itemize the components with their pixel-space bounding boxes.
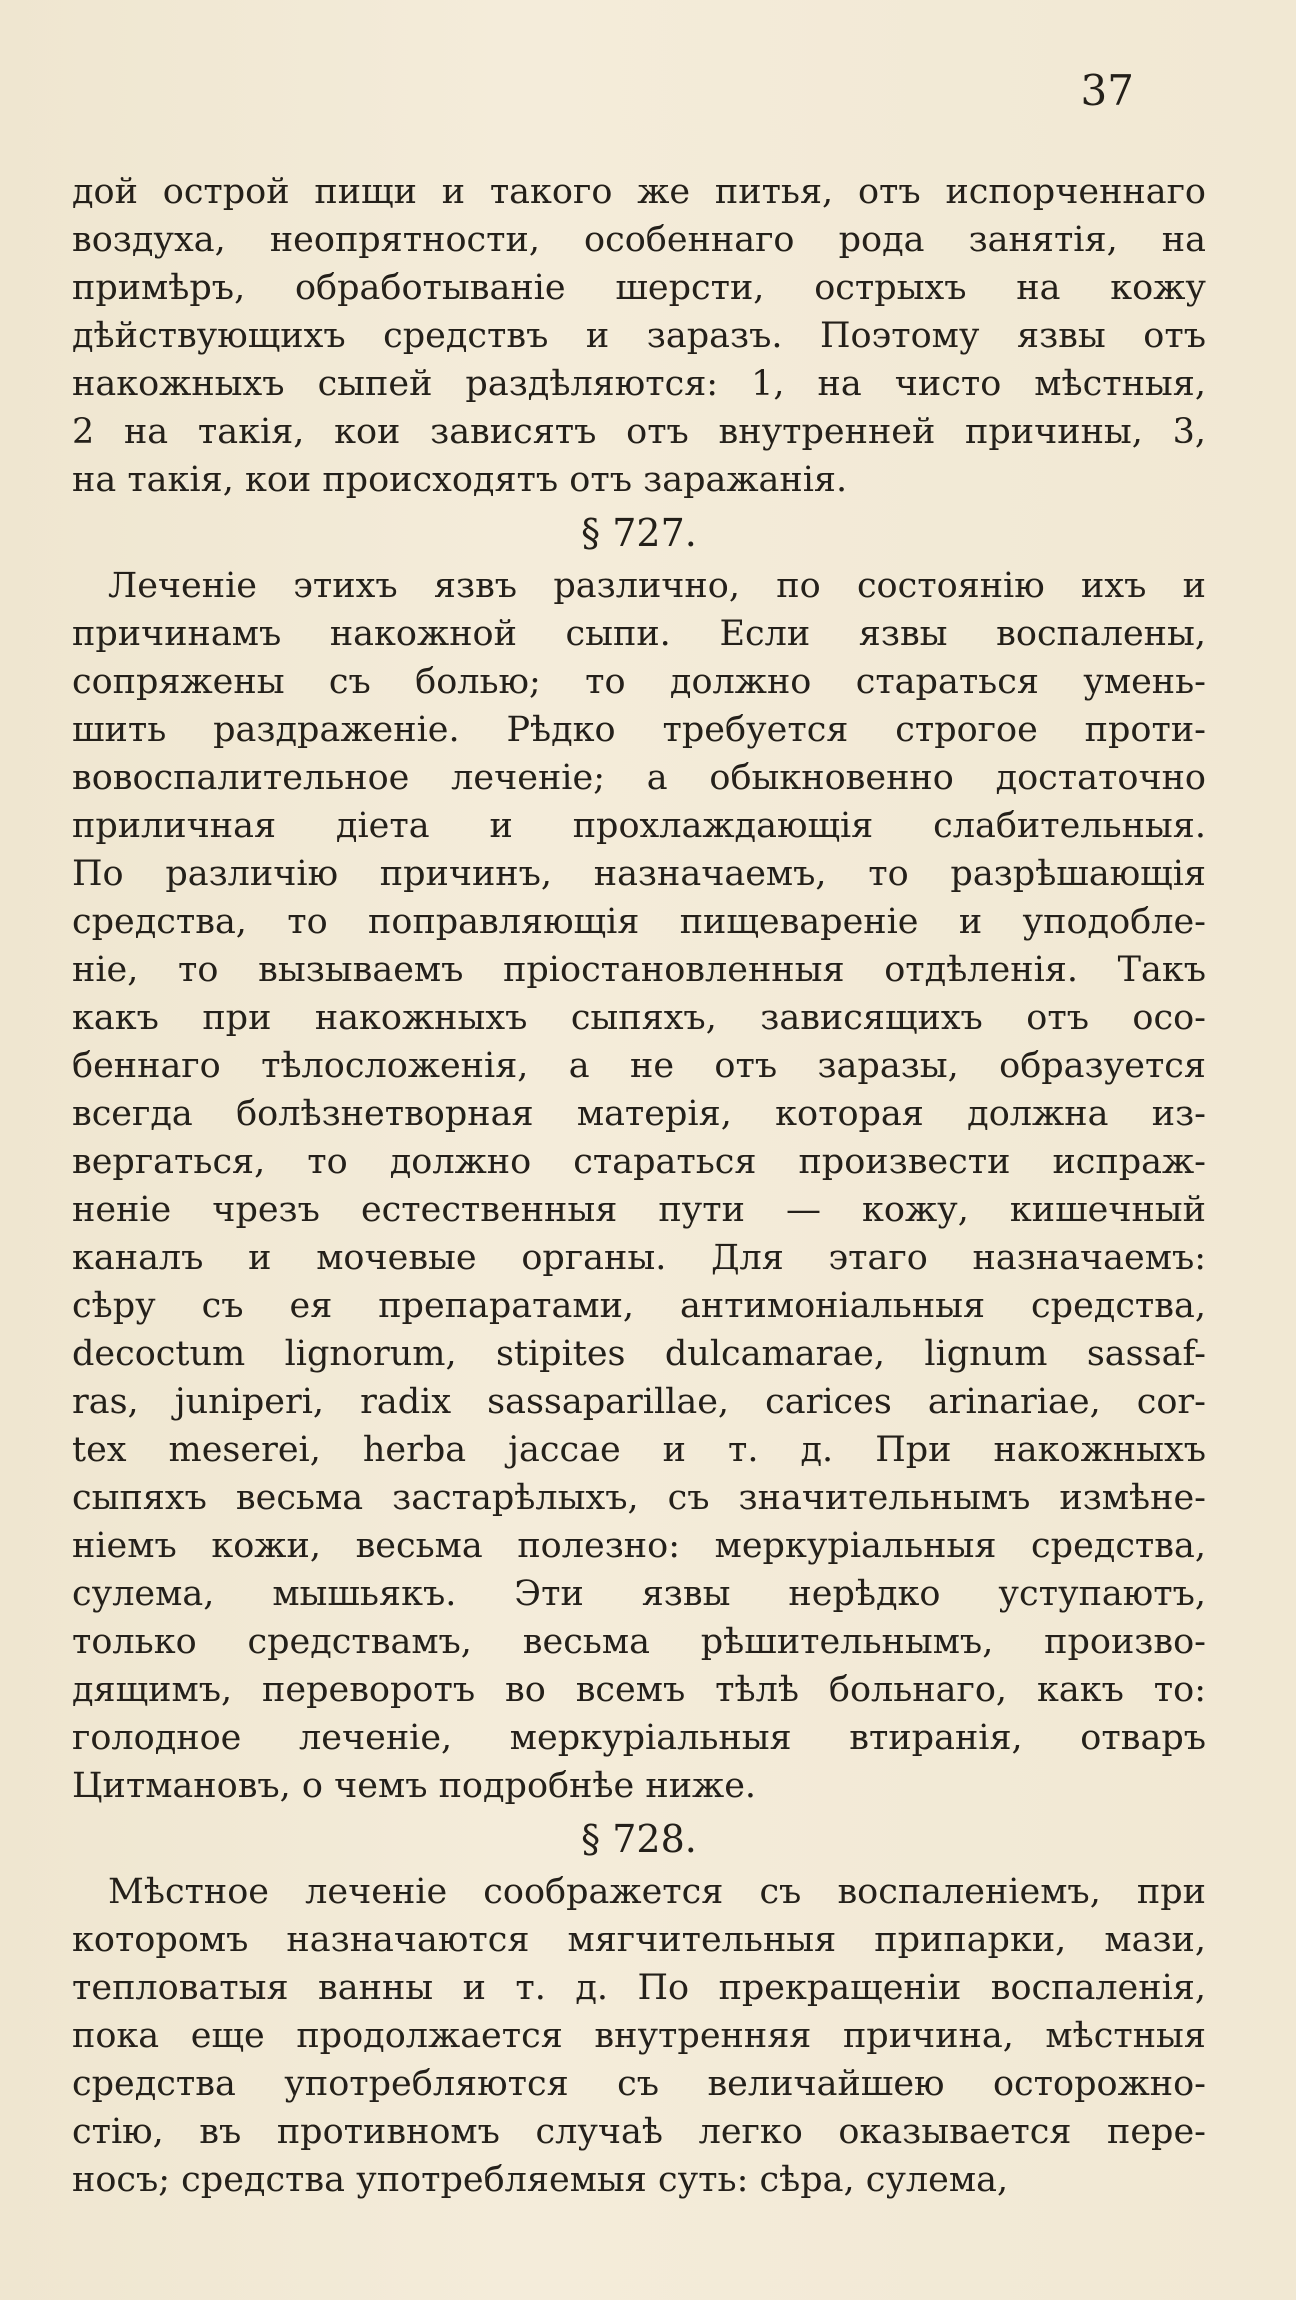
text-line: сѣру съ ея препаратами, антимоніальныя средства, bbox=[72, 1286, 1206, 1326]
text-line: вовоспалительное леченіе; а обыкновенно достаточно bbox=[72, 758, 1206, 798]
page-number: 37 bbox=[1080, 66, 1134, 115]
text-line: Леченіе этихъ язвъ различно, по состоянію ихъ и bbox=[108, 566, 1206, 606]
text-line: неніе чрезъ естественныя пути — кожу, кишечный bbox=[72, 1190, 1206, 1230]
text-line: воздуха, неопрятности, особеннаго рода занятія, на bbox=[72, 220, 1206, 260]
text-line: пока еще продолжается внутренняя причина, мѣстныя bbox=[72, 2016, 1206, 2056]
text-line: всегда болѣзнетворная матерія, которая должна из- bbox=[72, 1094, 1206, 1134]
text-line: какъ при накожныхъ сыпяхъ, зависящихъ отъ осо- bbox=[72, 998, 1206, 1038]
text-line: накожныхъ сыпей раздѣляются: 1, на чисто мѣстныя, bbox=[72, 364, 1206, 404]
text-line: на такія, кои происходятъ отъ заражанія. bbox=[72, 460, 848, 500]
text-line: дой острой пищи и такого же питья, отъ испорченнаго bbox=[72, 172, 1206, 212]
section-heading: § 728. bbox=[581, 1817, 697, 1861]
text-line: ras, juniperi, radix sassaparillae, carices arinariae, cor- bbox=[72, 1382, 1206, 1422]
text-line: только средствамъ, весьма рѣшительнымъ, произво- bbox=[72, 1622, 1206, 1662]
text-line: дящимъ, переворотъ во всемъ тѣлѣ больнаго, какъ то: bbox=[72, 1670, 1206, 1710]
text-line: сулема, мышьякъ. Эти язвы нерѣдко уступаютъ, bbox=[72, 1574, 1206, 1614]
text-line: По различію причинъ, назначаемъ, то разрѣшающія bbox=[72, 854, 1206, 894]
text-line: приличная діета и прохлаждающія слабительныя. bbox=[72, 806, 1206, 846]
text-line: тепловатыя ванны и т. д. По прекращеніи воспаленія, bbox=[72, 1968, 1206, 2008]
text-line: сыпяхъ весьма застарѣлыхъ, съ значительнымъ измѣне- bbox=[72, 1478, 1206, 1518]
text-line: вергаться, то должно стараться произвести испраж- bbox=[72, 1142, 1206, 1182]
text-line: ніе, то вызываемъ пріостановленныя отдѣленія. Такъ bbox=[72, 950, 1206, 990]
text-line: причинамъ накожной сыпи. Если язвы воспалены, bbox=[72, 614, 1206, 654]
text-line: средства употребляются съ величайшею осторожно- bbox=[72, 2064, 1206, 2104]
paragraph bbox=[72, 562, 1206, 1810]
text-line: ніемъ кожи, весьма полезно: меркуріальныя средства, bbox=[72, 1526, 1206, 1566]
text-line: беннаго тѣлосложенія, а не отъ заразы, образуется bbox=[72, 1046, 1206, 1086]
paragraph bbox=[72, 168, 1206, 504]
text-line: Цитмановъ, о чемъ подробнѣе ниже. bbox=[72, 1766, 757, 1806]
text-line: средства, то поправляющія пищевареніе и уподобле- bbox=[72, 902, 1206, 942]
section-heading: § 727. bbox=[581, 511, 697, 555]
text-line: 2 на такія, кои зависятъ отъ внутренней причины, 3, bbox=[72, 412, 1206, 452]
text-line: каналъ и мочевые органы. Для этаго назначаемъ: bbox=[72, 1238, 1206, 1278]
text-line: decoctum lignorum, stipites dulcamarae, lignum sassaf- bbox=[72, 1334, 1206, 1374]
body-text bbox=[72, 168, 1206, 2278]
text-line: Мѣстное леченіе соображется съ воспаленіемъ, при bbox=[108, 1872, 1206, 1912]
text-line: голодное леченіе, меркуріальныя втиранія, отваръ bbox=[72, 1718, 1206, 1758]
text-line: сопряжены съ болью; то должно стараться умень- bbox=[72, 662, 1206, 702]
paragraph bbox=[72, 1868, 1206, 2204]
text-line: примѣръ, обработываніе шерсти, острыхъ на кожу bbox=[72, 268, 1206, 308]
text-line: которомъ назначаются мягчительныя припарки, мази, bbox=[72, 1920, 1206, 1960]
text-line: носъ; средства употребляемыя суть: сѣра, сулема, bbox=[72, 2160, 1009, 2200]
text-line: tex meserei, herba jaccae и т. д. При накожныхъ bbox=[72, 1430, 1206, 1470]
text-line: стію, въ противномъ случаѣ легко оказывается пере- bbox=[72, 2112, 1206, 2152]
text-line: шить раздраженіе. Рѣдко требуется строгое проти- bbox=[72, 710, 1206, 750]
text-line: дѣйствующихъ средствъ и заразъ. Поэтому язвы отъ bbox=[72, 316, 1206, 356]
